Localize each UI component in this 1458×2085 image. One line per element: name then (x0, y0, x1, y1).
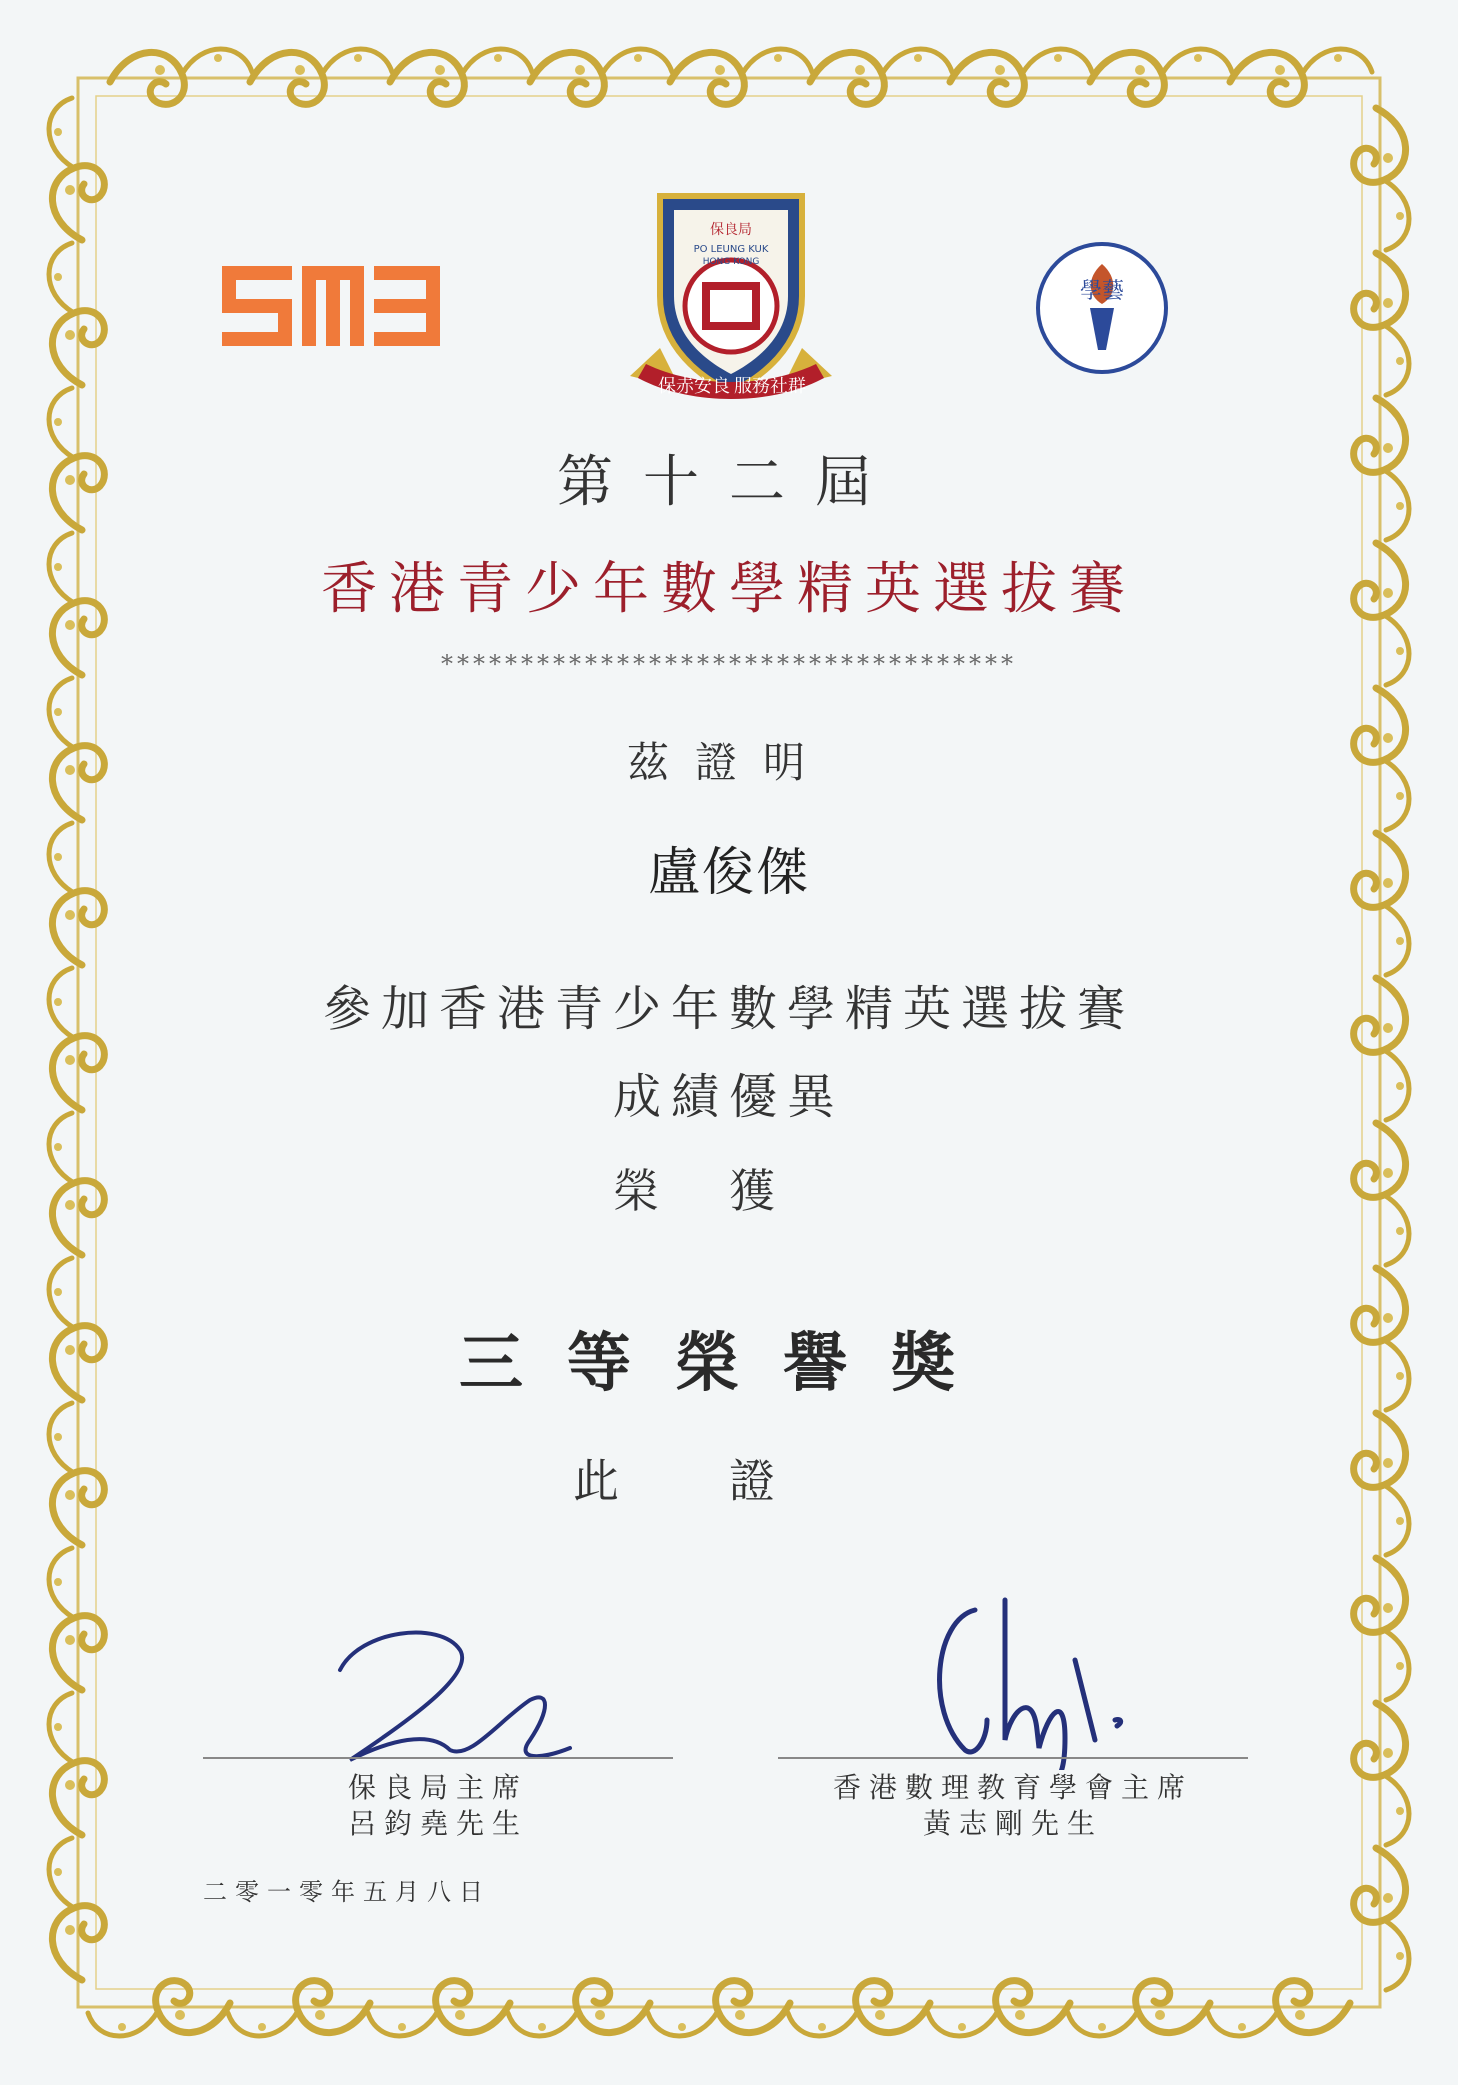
signature-line-left (203, 1757, 673, 1759)
body-line-2: 成績優異 (612, 1069, 845, 1125)
certify-text: 茲證明 (626, 738, 831, 787)
signature-line-right (778, 1757, 1248, 1759)
signatory-1-title: 保良局主席 (347, 1771, 528, 1804)
recipient-name: 盧俊傑 (647, 843, 810, 903)
sme-logo-icon (222, 266, 440, 346)
emblem-text: 學藝 (1079, 279, 1125, 304)
signatory-2-name: 黃志剛先生 (922, 1807, 1103, 1840)
signature-right (915, 1590, 1135, 1770)
signatory-1-name: 呂鈞堯先生 (347, 1807, 528, 1840)
edition-title: 第十二屆 (557, 450, 901, 515)
prize-title: 三等榮譽獎 (459, 1326, 999, 1401)
crest-ribbon-left: 保赤安良 (658, 376, 730, 397)
awarded-text: 榮獲 (613, 1164, 845, 1218)
issue-date: 二零一零年五月八日 (203, 1878, 491, 1906)
torch-emblem-icon (1032, 238, 1172, 378)
star-divider: ************************************ (441, 650, 1017, 678)
crest-ribbon-right: 服務社群 (734, 376, 806, 397)
competition-title: 香港青少年數學精英選拔賽 (321, 557, 1137, 622)
crest-arc-text: 保良局 (710, 222, 752, 238)
body-line-1: 參加香港青少年數學精英選拔賽 (322, 981, 1135, 1037)
crest-english-1: PO LEUNG KUK (693, 244, 769, 255)
signatory-2-title: 香港數理教育學會主席 (832, 1771, 1193, 1804)
crest-english-2: HONG KONG (702, 257, 760, 267)
hereby-text: 此證 (573, 1454, 885, 1508)
signature-left (300, 1610, 580, 1770)
po-leung-kuk-crest-icon (620, 188, 842, 406)
